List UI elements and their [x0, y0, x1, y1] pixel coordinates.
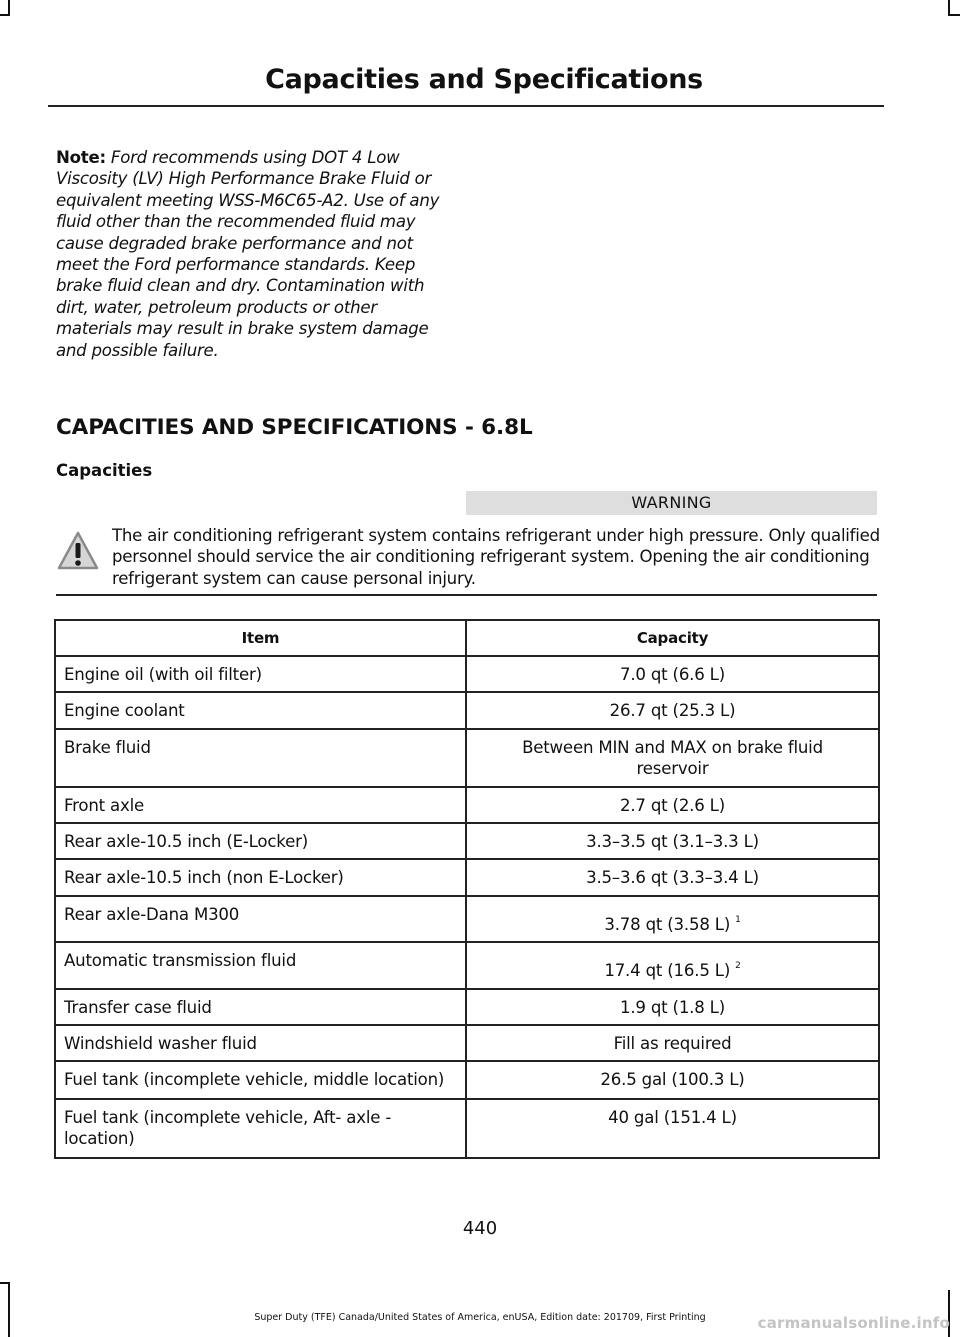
capacity-cell: Fill as required: [466, 1025, 879, 1061]
capacity-value: 17.4 qt (16.5 L): [604, 961, 731, 981]
table-row: [55, 989, 879, 1025]
capacity-cell: [466, 896, 879, 942]
item-cell: Automatic transmission fluid: [55, 942, 466, 988]
item-cell: Windshield washer fluid: [55, 1025, 466, 1061]
item-cell: Rear axle-10.5 inch (non E-Locker): [55, 859, 466, 895]
warning-text: The air conditioning refrigerant system contains refrigerant under high pressure. Only qualified personnel should service the air conditioning refrigerant system. Opening the air conditioning refrigerant system can cause personal injury.: [112, 526, 880, 588]
capacity-value: 3.78 qt (3.58 L): [604, 914, 731, 934]
crop-mark: [0, 1282, 10, 1284]
table-row: [55, 859, 879, 895]
capacity-cell: 26.5 gal (100.3 L): [466, 1061, 879, 1098]
capacity-cell: 40 gal (151.4 L): [466, 1099, 879, 1158]
warning-banner: WARNING: [466, 491, 877, 515]
item-cell: Rear axle-Dana M300: [55, 896, 466, 942]
item-cell: Engine oil (with oil filter): [55, 656, 466, 692]
table-row: [55, 1061, 879, 1098]
item-cell: Transfer case fluid: [55, 989, 466, 1025]
brake-fluid-note: [56, 147, 451, 361]
table-row: [55, 1099, 879, 1158]
item-cell: Fuel tank (incomplete vehicle, middle location): [55, 1061, 466, 1098]
footnote-marker: 1: [735, 914, 741, 925]
warning-triangle-icon: [56, 530, 100, 572]
capacity-cell: 3.5–3.6 qt (3.3–3.4 L): [466, 859, 879, 895]
title-divider: [48, 105, 884, 107]
item-cell: Front axle: [55, 787, 466, 823]
table-header-row: [55, 620, 879, 656]
column-header-capacity: Capacity: [466, 620, 879, 656]
capacity-cell: 3.3–3.5 qt (3.1–3.3 L): [466, 823, 879, 859]
capacities-subheading: Capacities: [56, 461, 153, 480]
page-number: 440: [462, 1218, 498, 1239]
table-row: [55, 942, 879, 988]
capacity-cell: 26.7 qt (25.3 L): [466, 692, 879, 728]
crop-mark: [0, 14, 10, 16]
item-cell: Engine coolant: [55, 692, 466, 728]
page-title: Capacities and Specifications: [265, 64, 703, 95]
table-row: [55, 896, 879, 942]
section-heading: CAPACITIES AND SPECIFICATIONS - 6.8L: [56, 415, 533, 440]
capacity-cell: 2.7 qt (2.6 L): [466, 787, 879, 823]
table-row: [55, 1025, 879, 1061]
capacity-cell: 7.0 qt (6.6 L): [466, 656, 879, 692]
capacity-cell: 1.9 qt (1.8 L): [466, 989, 879, 1025]
capacities-table: [54, 619, 880, 1159]
table-row: [55, 692, 879, 728]
table-row: [55, 823, 879, 859]
note-label: Note:: [56, 148, 106, 167]
edition-footer: Super Duty (TFE) Canada/United States of America, enUSA, Edition date: 201709, First Printing: [254, 1312, 706, 1323]
item-cell: Rear axle-10.5 inch (E-Locker): [55, 823, 466, 859]
crop-mark: [948, 14, 960, 16]
table-row: [55, 729, 879, 787]
warning-divider: [56, 594, 877, 596]
capacity-cell: Between MIN and MAX on brake fluid reservoir: [466, 729, 879, 787]
capacity-cell: [466, 942, 879, 988]
item-cell: Fuel tank (incomplete vehicle, Aft- axle -location): [55, 1099, 466, 1158]
note-text: Ford recommends using DOT 4 Low Viscosity (LV) High Performance Brake Fluid or equivalent meeting WSS-M6C65-A2. Use of any fluid other than the recommended fluid may cause degraded brake performance and not meet the Ford performance standards. Keep brake fluid clean and dry. Contamination with dirt, water, petroleum products or other materials may result in brake system damage and possible failure.: [56, 148, 440, 360]
watermark: carmanualsonline.info: [757, 1314, 950, 1332]
table-row: [55, 787, 879, 823]
table-row: [55, 656, 879, 692]
footnote-marker: 2: [735, 961, 741, 972]
item-cell: Brake fluid: [55, 729, 466, 787]
column-header-item: Item: [55, 620, 466, 656]
